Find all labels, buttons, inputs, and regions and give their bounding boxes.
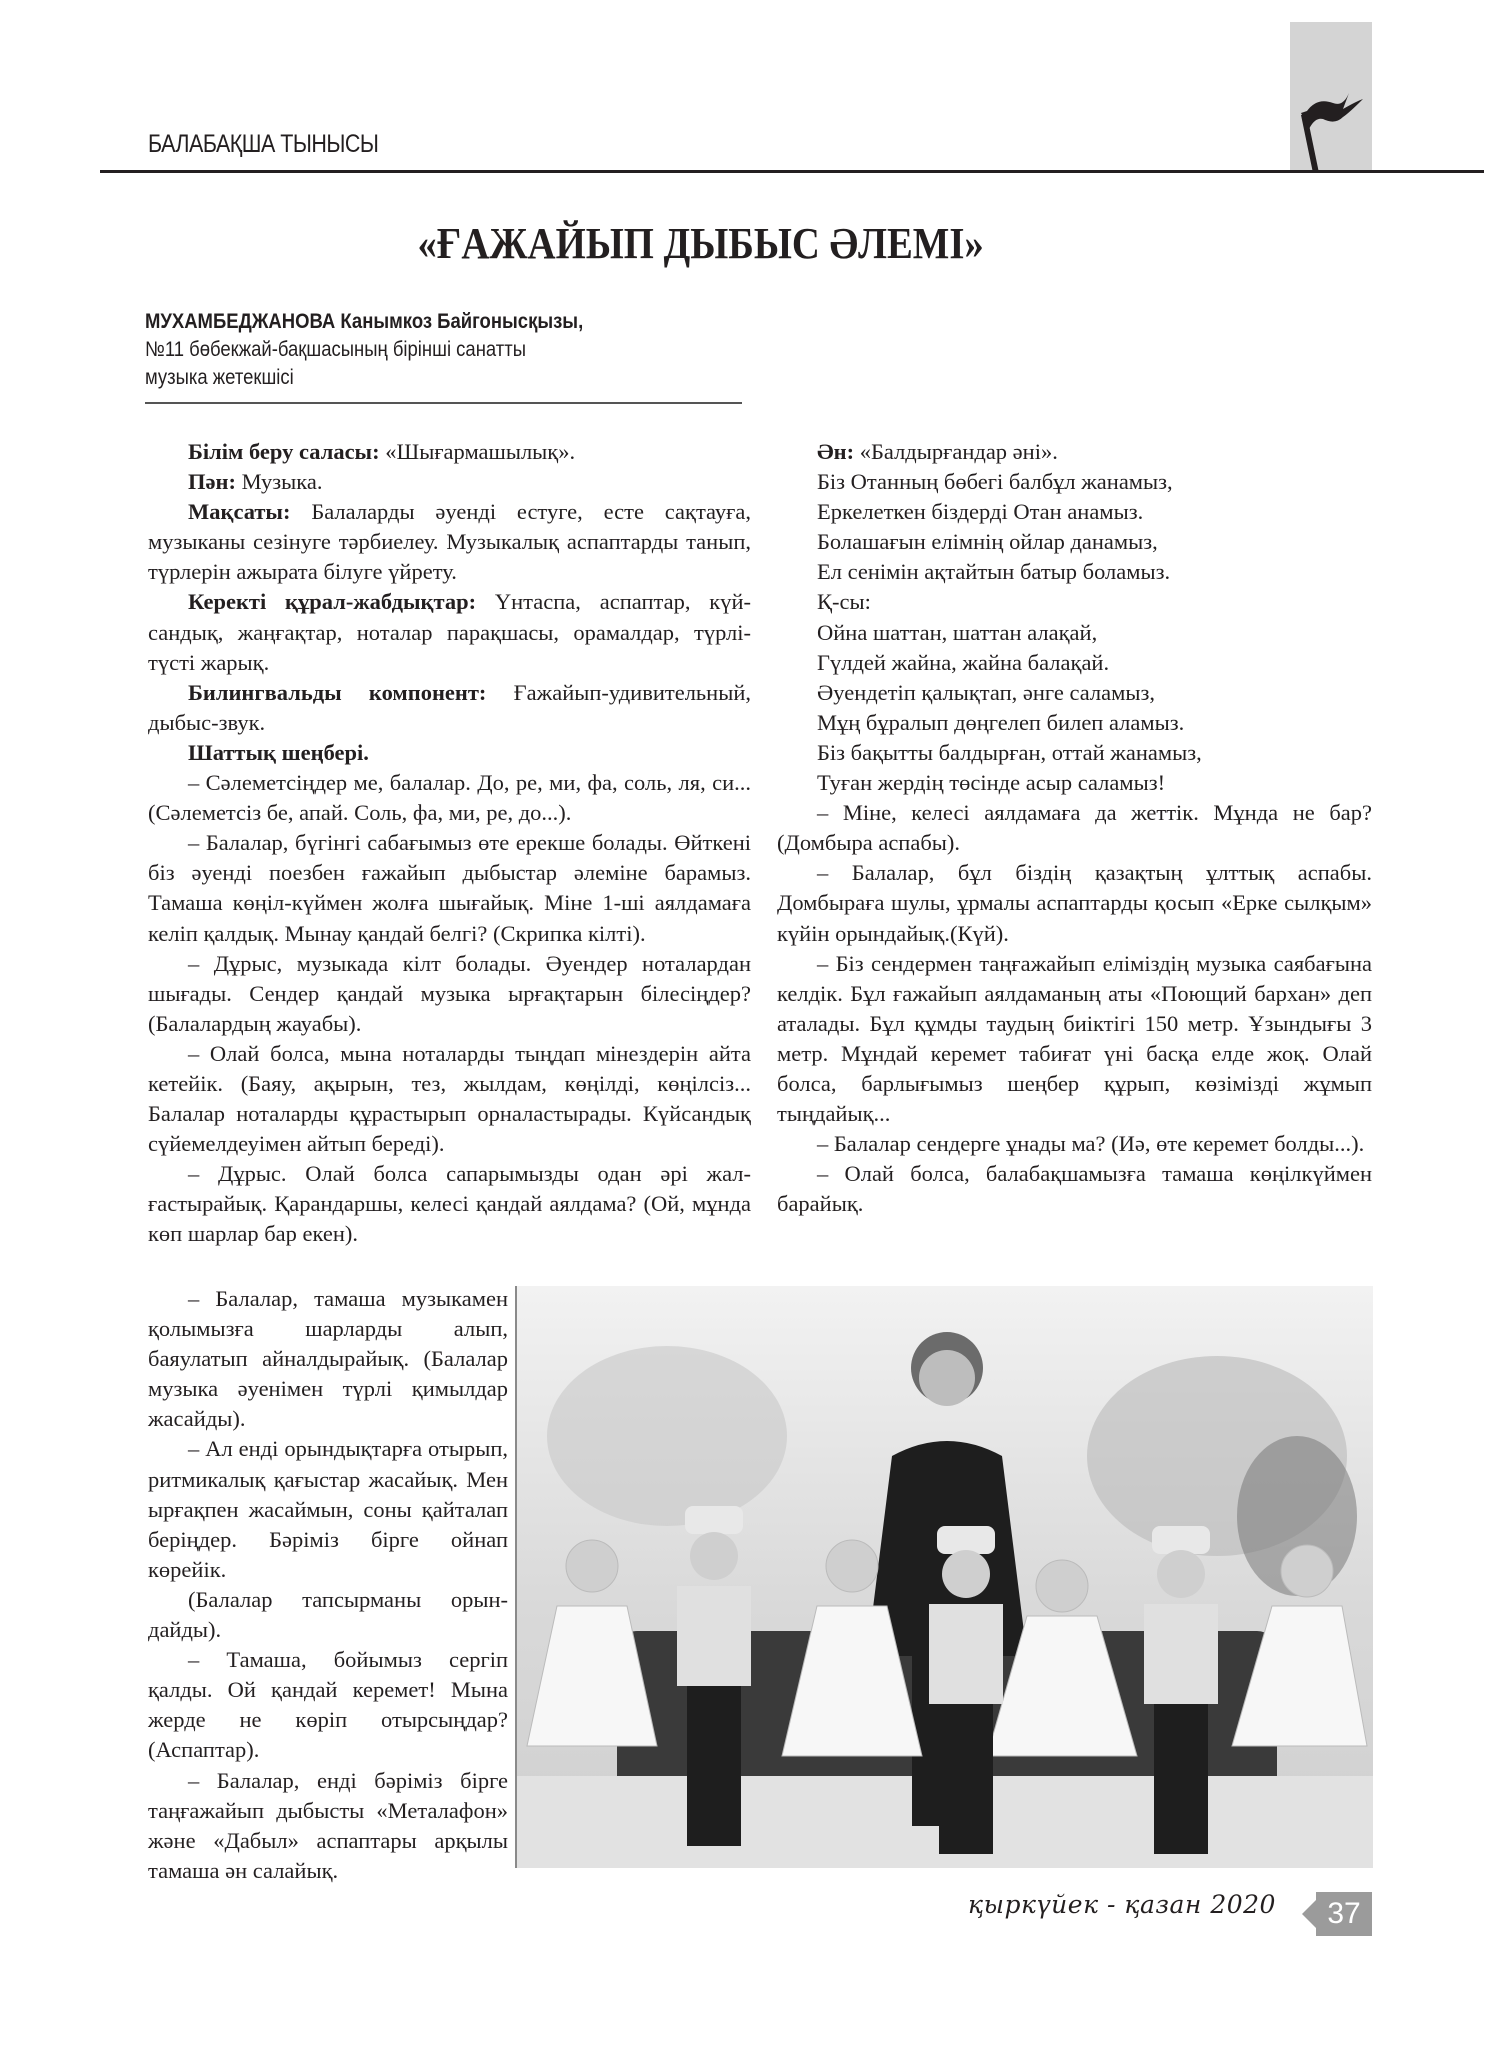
paragraph: (Балалар тапсырманы орындайды).	[148, 1586, 508, 1643]
right-column	[777, 437, 1372, 1219]
byline-divider	[145, 402, 742, 404]
photo-illustration	[517, 1286, 1373, 1868]
field-value: «Шығармашылық».	[379, 439, 576, 464]
paragraph: – Біз сендермен таңғажайып еліміздің музыка саябағына келдік. Бұл ғажайып аялдаманың аты «Поющий бархан» деп аталады. Бұл құмды таудың биіктігі 150 метр. Ұзындығы 3 метр. Мұндай керемет табиғат үні басқа елде жоқ. Олай болса, барлығымыз шеңбер құрып, көзімізді жұмып тыңдайық...	[777, 950, 1372, 1127]
song-title: «Балдырғандар әні».	[854, 439, 1058, 464]
header-divider	[100, 170, 1484, 173]
article-title: «ҒАЖАЙЫП ДЫБЫС ӘЛЕМІ»	[417, 219, 984, 268]
verse-line: Болашағын елімнің ойлар данамыз,	[817, 529, 1158, 555]
verse-line: Ел сенімін ақтайтын батыр боламыз.	[817, 559, 1171, 585]
paragraph: – Балалар сендерге ұнады ма? (Иә, өте керемет болды...).	[817, 1131, 1365, 1157]
author-position-line1: №11 бөбекжай-бақшасының бірінші санатты	[145, 338, 526, 361]
page-number: 37	[1316, 1892, 1372, 1936]
verse-line: Әуендетіп қалықтап, әнге саламыз,	[817, 679, 1155, 705]
field-value: Үнтаспа, аспаптар, күйсандық, жаңғақтар, ноталар парақшасы, орамалдар, түрлі-түсті жарық.	[148, 589, 751, 675]
field-label: Білім беру саласы:	[188, 439, 380, 464]
section-label: БАЛАБАҚША ТЫНЫСЫ	[148, 130, 379, 158]
subheading-text: Шаттық шеңбері.	[188, 739, 369, 765]
verse-line: Қ-сы:	[817, 589, 871, 615]
field-label: Пән:	[188, 469, 236, 495]
verse-line: Ойна шаттан, шаттан алақай,	[817, 619, 1098, 645]
paragraph: – Балалар, енді бәріміз бірге таңғажайып дыбысты «Металафон» және «Дабыл» аспаптары арқылы тамаша ән салайық.	[148, 1767, 508, 1883]
verse-line: Біз бақытты балдырған, оттай жанамыз,	[817, 739, 1202, 765]
paragraph: – Тамаша, бойымыз сергіп қалды. Ой қандай керемет! Мына жерде не көріп отырсыңдар? (Аспаптар).	[148, 1647, 508, 1763]
verse-line: Гүлдей жайна, жайна балақай.	[817, 649, 1110, 675]
paragraph: – Балалар, бұл біздің қазақтың ұлттық аспабы. Домбыраға шулы, ұрмалы аспаптарды қосып «Ерке сылқым» күйін орындайық.(Күй).	[777, 860, 1372, 946]
paragraph: – Міне, келесі аялдамаға да жеттік. Мұнда не бар? (Домбыра аспабы).	[777, 800, 1372, 856]
subheading	[148, 738, 751, 768]
paragraph: – Сәлеметсіңдер ме, балалар. До, ре, ми, фа, соль, ля, си... (Сәлеметсіз бе, апай. Соль, фа, ми, ре, до...).	[148, 770, 751, 826]
field-label: Мақсаты:	[188, 499, 291, 525]
field-label: Керекті құрал-жабдықтар:	[188, 589, 477, 615]
song-label: Ән:	[817, 439, 855, 464]
verse-line: Еркелеткен біздерді Отан анамыз.	[817, 499, 1144, 525]
field-label: Билингвальды компонент:	[188, 679, 487, 705]
song-heading	[777, 437, 1372, 467]
author-given-name: Канымкоз Байгонысқызы,	[340, 310, 584, 333]
author-surname: МУХАМБЕДЖАНОВА	[145, 310, 336, 333]
paragraph: – Балалар, бүгінгі сабағымыз өте ерекше болады. Өйткені біз әуенді поезбен ғажайып дыбыстар әлеміне барамыз. Тамаша көңіл-күймен жолға шығайық. Міне 1-ші аялдамаға келіп қалдық. Мынау қандай белгі? (Скрипка кілті).	[148, 830, 751, 946]
paragraph	[148, 587, 751, 677]
author-byline	[145, 308, 745, 392]
paragraph: – Олай болса, балабақшамызға тамаша көңілкүймен барайық.	[777, 1161, 1372, 1217]
paragraph: – Дұрыс, музыкада кілт болады. Әуендер ноталардан шығады. Сендер қандай музыка ырғақтарын білесіңдер? (Балалардың жауабы).	[148, 950, 751, 1036]
left-column	[148, 437, 751, 1250]
paragraph: – Олай болса, мына ноталарды тыңдап мінездерін айта кетейік. (Баяу, ақырын, тез, жылдам, көңілді, көңілсіз... Балалар ноталарды құрастырып орналастырады. Күйсандық сүйемелдеуімен айтып береді).	[148, 1040, 751, 1157]
issue-date: қыркүйек - қазан 2020	[968, 1890, 1276, 1919]
verse-line: Туған жердің төсінде асыр саламыз!	[817, 770, 1166, 796]
author-position-line2: музыка жетекшісі	[145, 366, 294, 389]
paragraph: – Балалар, тамаша музыкамен қолымызға шарларды алып, баяулатып айналдырайық. (Балалар музыка әуенімен түрлі қимылдар жасайды).	[148, 1286, 508, 1432]
field-value: Балаларды әуенді естуге, есте сақтауға, музыканы сезінуге тәрбиелеу. Музыкалық аспаптарды танып, түрлерін ажырата білуге үйрету.	[148, 499, 751, 585]
verse-line: Мұң бұралып дөңгелеп билеп аламыз.	[817, 709, 1185, 735]
paragraph: – Ал енді орындықтарға отырып, ритмикалық қағыстар жасайық. Мен ырғақпен жасаймын, соны қайталап беріңдер. Бәріміз бірге ойнап көрейік.	[148, 1436, 508, 1582]
paragraph: – Дұрыс. Олай болса сапарымызды одан әрі жалғастырайық. Қарандаршы, келесі қандай аялдама? (Ой, мұнда көп шарлар бар екен).	[148, 1161, 751, 1247]
field-value: Ғажайып-удивительный, дыбыс-звук.	[148, 679, 752, 735]
left-column-narrow	[148, 1284, 508, 1886]
group-photo	[515, 1286, 1373, 1868]
paragraph	[148, 678, 751, 738]
flag-icon	[1293, 85, 1373, 175]
paragraph	[148, 437, 751, 467]
verse-line: Біз Отанның бөбегі балбұл жанамыз,	[817, 469, 1173, 495]
paragraph	[148, 467, 751, 497]
field-value: Музыка.	[235, 469, 323, 495]
paragraph	[148, 497, 751, 587]
